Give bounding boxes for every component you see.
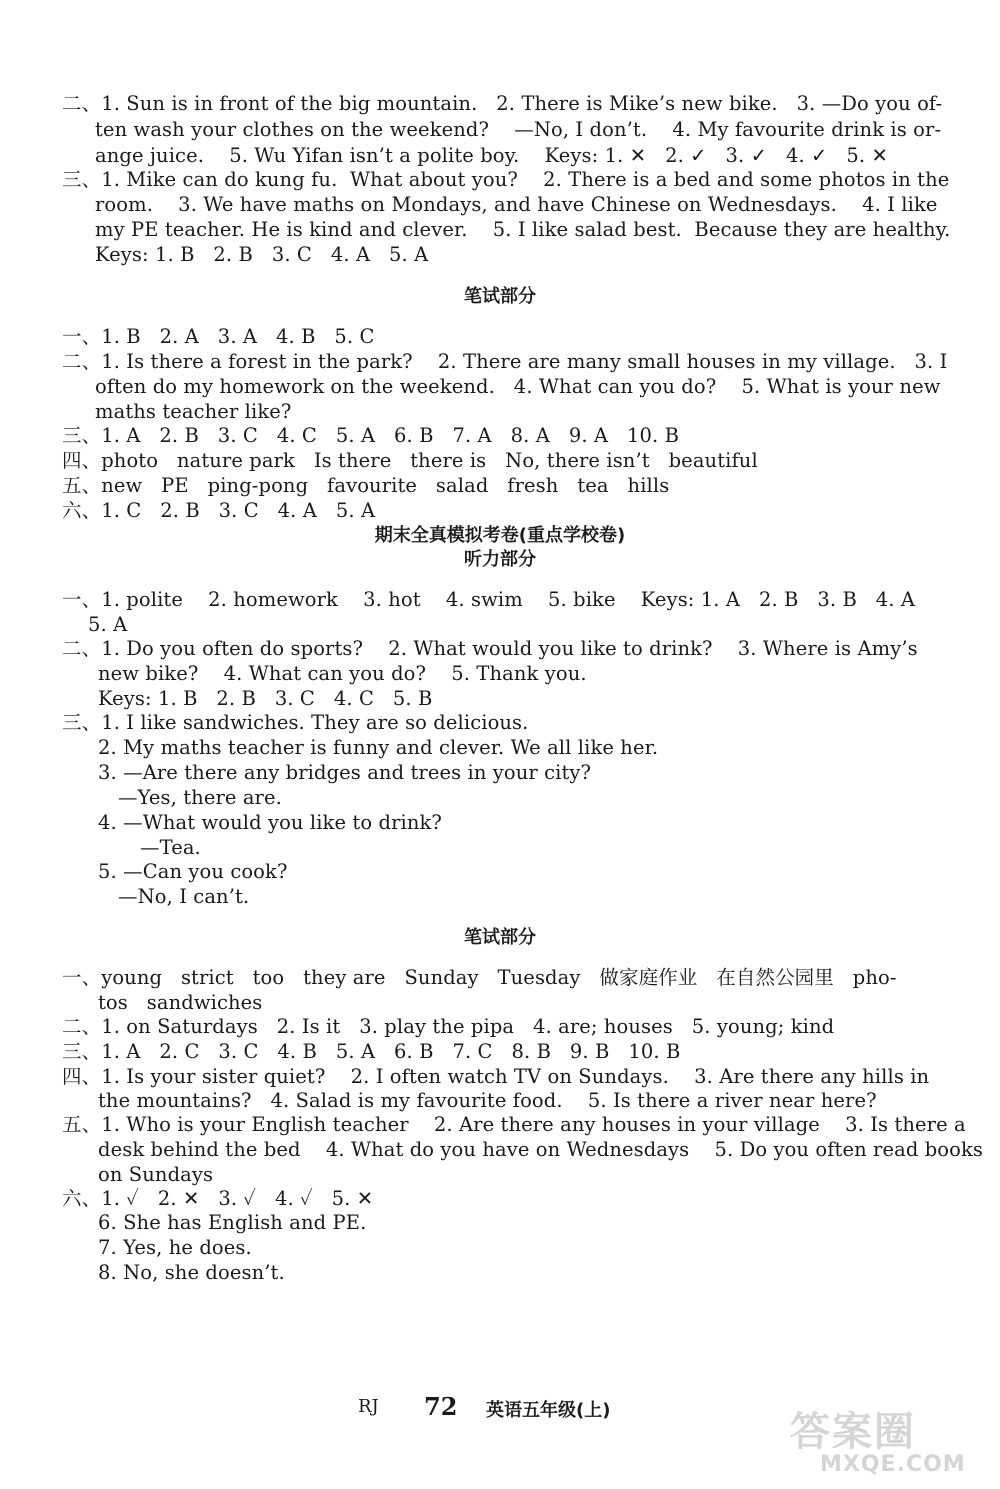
answer-line: 五、1. Who is your English teacher 2. Are there any houses in your village 3. Is there a [62, 1113, 966, 1136]
book-title: 英语五年级(上) [486, 1400, 611, 1421]
watermark-url: MXQE.COM [820, 1452, 966, 1477]
watermark-text: 答案圈 [790, 1409, 916, 1455]
answer-line: 二、1. Is there a forest in the park? 2. There are many small houses in my village. 3. I [62, 350, 948, 373]
answer-line: ten wash your clothes on the weekend? —No, I don’t. 4. My favourite drink is or- [95, 118, 942, 141]
watermark-logo [780, 1400, 990, 1480]
section-heading: 听力部分 [464, 549, 536, 570]
answer-line: 8. No, she doesn’t. [98, 1261, 285, 1284]
edition-code: RJ [358, 1396, 379, 1417]
answer-line: 2. My maths teacher is funny and clever. We all like her. [98, 736, 659, 759]
answer-line: tos sandwiches [98, 991, 263, 1014]
answer-line: 六、1. ✓ 2. ✕ 3. ✓ 4. ✓ 5. ✕ [62, 1187, 374, 1210]
answer-line: 三、1. A 2. B 3. C 4. C 5. A 6. B 7. A 8. A 9. A 10. B [62, 424, 680, 447]
answer-line: new bike? 4. What can you do? 5. Thank you. [98, 662, 587, 685]
answer-line: ange juice. 5. Wu Yifan isn’t a polite boy. Keys: 1. ✕ 2. ✓ 3. ✓ 4. ✓ 5. ✕ [95, 144, 888, 167]
answer-line: —Yes, there are. [118, 786, 282, 809]
answer-line: 六、1. C 2. B 3. C 4. A 5. A [62, 499, 376, 522]
answer-line: —No, I can’t. [118, 885, 250, 908]
answer-line: 四、photo nature park Is there there is No, there isn’t beautiful [62, 449, 758, 472]
page-number: 72 [424, 1392, 458, 1421]
section-heading: 笔试部分 [464, 927, 536, 948]
answer-line: Keys: 1. B 2. B 3. C 4. C 5. B [98, 687, 433, 710]
answer-line: desk behind the bed 4. What do you have on Wednesdays 5. Do you often read books [98, 1138, 984, 1161]
answer-line: 一、1. B 2. A 3. A 4. B 5. C [62, 325, 375, 348]
answer-line: 三、1. I like sandwiches. They are so delicious. [62, 711, 529, 734]
answer-line: 三、1. Mike can do kung fu. What about you? 2. There is a bed and some photos in the [62, 168, 950, 191]
answer-line: 3. —Are there any bridges and trees in your city? [98, 761, 592, 784]
answer-line: 四、1. Is your sister quiet? 2. I often watch TV on Sundays. 3. Are there any hills in [62, 1065, 930, 1088]
answer-line: 一、1. polite 2. homework 3. hot 4. swim 5. bike Keys: 1. A 2. B 3. B 4. A [62, 588, 916, 611]
answer-line: 二、1. Sun is in front of the big mountain. 2. There is Mike’s new bike. 3. —Do you of- [62, 92, 943, 115]
answer-line: 5. —Can you cook? [98, 860, 288, 883]
answer-line: 三、1. A 2. C 3. C 4. B 5. A 6. B 7. C 8. B 9. B 10. B [62, 1040, 681, 1063]
answer-line: 6. She has English and PE. [98, 1211, 367, 1234]
answer-line: 7. Yes, he does. [98, 1236, 252, 1259]
answer-line: 二、1. on Saturdays 2. Is it 3. play the pipa 4. are; houses 5. young; kind [62, 1015, 835, 1038]
answer-line: 4. —What would you like to drink? [98, 811, 442, 834]
answer-line: —Tea. [140, 836, 201, 859]
exam-title: 期末全真模拟考卷(重点学校卷) [374, 525, 626, 546]
answer-line: 一、young strict too they are Sunday Tuesday 做家庭作业 在自然公园里 pho- [62, 966, 897, 989]
answer-line: on Sundays [98, 1163, 214, 1186]
answer-line: my PE teacher. He is kind and clever. 5. I like salad best. Because they are healthy. [95, 218, 951, 241]
answer-line: the mountains? 4. Salad is my favourite food. 5. Is there a river near here? [98, 1089, 877, 1112]
answer-line: 二、1. Do you often do sports? 2. What would you like to drink? 3. Where is Amy’s [62, 637, 918, 660]
answer-line: maths teacher like? [95, 400, 292, 423]
answer-line: Keys: 1. B 2. B 3. C 4. A 5. A [95, 243, 429, 266]
section-heading: 笔试部分 [464, 286, 536, 307]
answer-line: often do my homework on the weekend. 4. What can you do? 5. What is your new [95, 375, 941, 398]
answer-line: room. 3. We have maths on Mondays, and have Chinese on Wednesdays. 4. I like [95, 193, 938, 216]
answer-line: 5. A [88, 613, 128, 636]
answer-line: 五、new PE ping-pong favourite salad fresh tea hills [62, 474, 670, 497]
